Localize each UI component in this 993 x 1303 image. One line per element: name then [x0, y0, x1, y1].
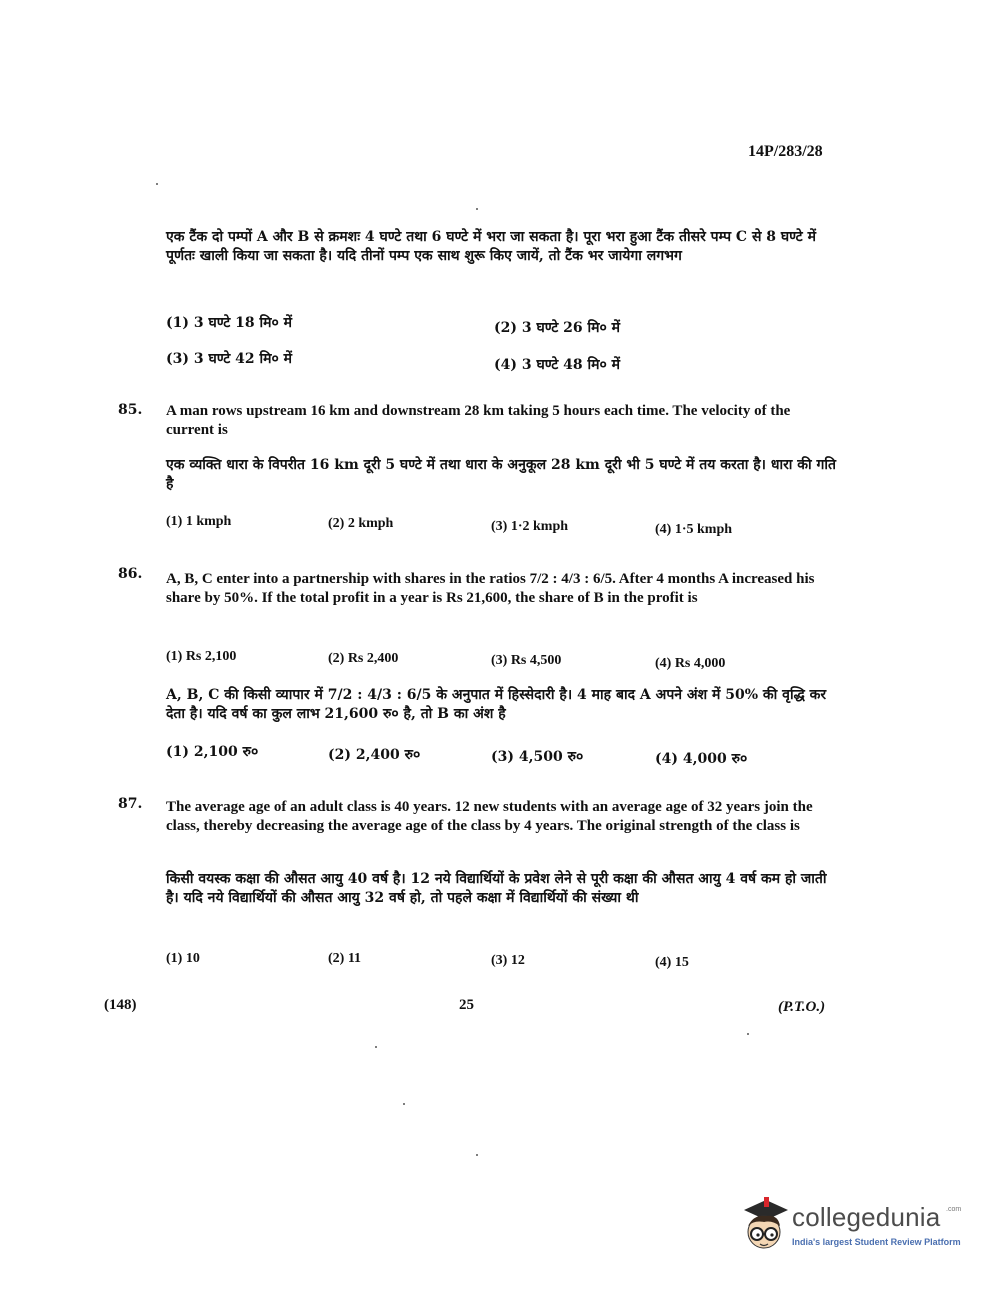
q85-english-text: A man rows upstream 16 km and downstream 28 km taking 5 hours each time. The velocity of the current is — [166, 403, 791, 438]
q86-option-1: (1) Rs 2,100 — [166, 649, 237, 664]
q84-option-4: (4) 3 घण्टे 48 मि० में — [494, 357, 621, 373]
q87-number: 87. — [118, 796, 143, 812]
q86-english-text: A, B, C enter into a partnership with shares in the ratios 7/2 : 4/3 : 6/5. After 4 months A increased his share by 50%. If the total profit in a year is Rs 21,600, the share of B in the profit is — [166, 571, 815, 606]
page-number: 25 — [459, 997, 474, 1013]
q86-option-4: (4) Rs 4,000 — [655, 656, 726, 671]
q86-hindi-option-1: (1) 2,100 रु० — [166, 744, 259, 760]
q86-hindi-text: A, B, C की किसी व्यापार में 7/2 : 4/3 : 6/5 के अनुपात में हिस्सेदारी है। 4 माह बाद A अपने अंश में 50% की वृद्धि कर देता है। यदि वर्ष का कुल लाभ 21,600 रु० है, तो B का अंश है — [166, 687, 827, 722]
scan-speck — [375, 1046, 377, 1048]
q85-number: 85. — [118, 402, 143, 418]
q86-option-3: (3) Rs 4,500 — [491, 653, 562, 668]
q87-option-2: (2) 11 — [328, 951, 362, 966]
q85-option-3: (3) 1·2 kmph — [491, 519, 569, 534]
q85-option-4: (4) 1·5 kmph — [655, 522, 733, 537]
q87-english-text: The average age of an adult class is 40 years. 12 new students with an average age of 32 years join the class, thereby decreasing the average age of the class by 4 years. The original strength of the class is — [166, 799, 813, 834]
q84-option-1: (1) 3 घण्टे 18 मि० में — [166, 315, 293, 331]
q84-hindi-text: एक टैंक दो पम्पों A और B से क्रमशः 4 घण्टे तथा 6 घण्टे में भरा जा सकता है। पूरा भरा हुआ टैंक तीसरे पम्प C से 8 घण्टे में पूर्णतः खाली किया जा सकता है। यदि तीनों पम्प एक साथ शुरू किए जायें, तो टैंक भर जायेगा लगभग — [166, 229, 816, 264]
q87-hindi-text: किसी वयस्क कक्षा की औसत आयु 40 वर्ष है। 12 नये विद्यार्थियों के प्रवेश लेने से पूरी कक्षा की औसत आयु 4 वर्ष कम हो जाती है। यदि नये विद्यार्थियों की औसत आयु 32 वर्ष हो, तो पहले कक्षा में विद्यार्थियों की संख्या थी — [166, 871, 827, 906]
scan-speck — [156, 183, 158, 185]
q84-option-2: (2) 3 घण्टे 26 मि० में — [494, 320, 621, 336]
q86-hindi-option-3: (3) 4,500 रु० — [491, 749, 584, 765]
scan-speck — [476, 1154, 478, 1156]
q86-hindi-option-4: (4) 4,000 रु० — [655, 751, 748, 767]
paper-code: 14P/283/28 — [748, 143, 823, 160]
mascot-icon — [736, 1194, 792, 1258]
q87-option-3: (3) 12 — [491, 953, 525, 968]
scan-speck — [747, 1033, 749, 1035]
q87-option-4: (4) 15 — [655, 955, 689, 970]
scan-speck — [403, 1103, 405, 1105]
footer-code: (148) — [104, 997, 137, 1013]
q86-option-2: (2) Rs 2,400 — [328, 651, 399, 666]
q85-hindi-text: एक व्यक्ति धारा के विपरीत 16 km दूरी 5 घण्टे में तथा धारा के अनुकूल 28 km दूरी भी 5 घण्टे में तय करता है। धारा की गति है — [166, 457, 837, 492]
q85-option-1: (1) 1 kmph — [166, 514, 232, 529]
scan-speck — [476, 208, 478, 210]
q87-option-1: (1) 10 — [166, 951, 200, 966]
q86-number: 86. — [118, 566, 143, 582]
q86-hindi-option-2: (2) 2,400 रु० — [328, 747, 421, 763]
logo-tagline: India's largest Student Review Platform — [792, 1237, 961, 1247]
logo-domain: .com — [946, 1206, 962, 1213]
q84-option-3: (3) 3 घण्टे 42 मि० में — [166, 351, 293, 367]
logo-wordmark: collegedunia — [792, 1202, 941, 1232]
q85-option-2: (2) 2 kmph — [328, 516, 394, 531]
collegedunia-logo — [736, 1194, 966, 1264]
pto-label: (P.T.O.) — [778, 999, 826, 1015]
